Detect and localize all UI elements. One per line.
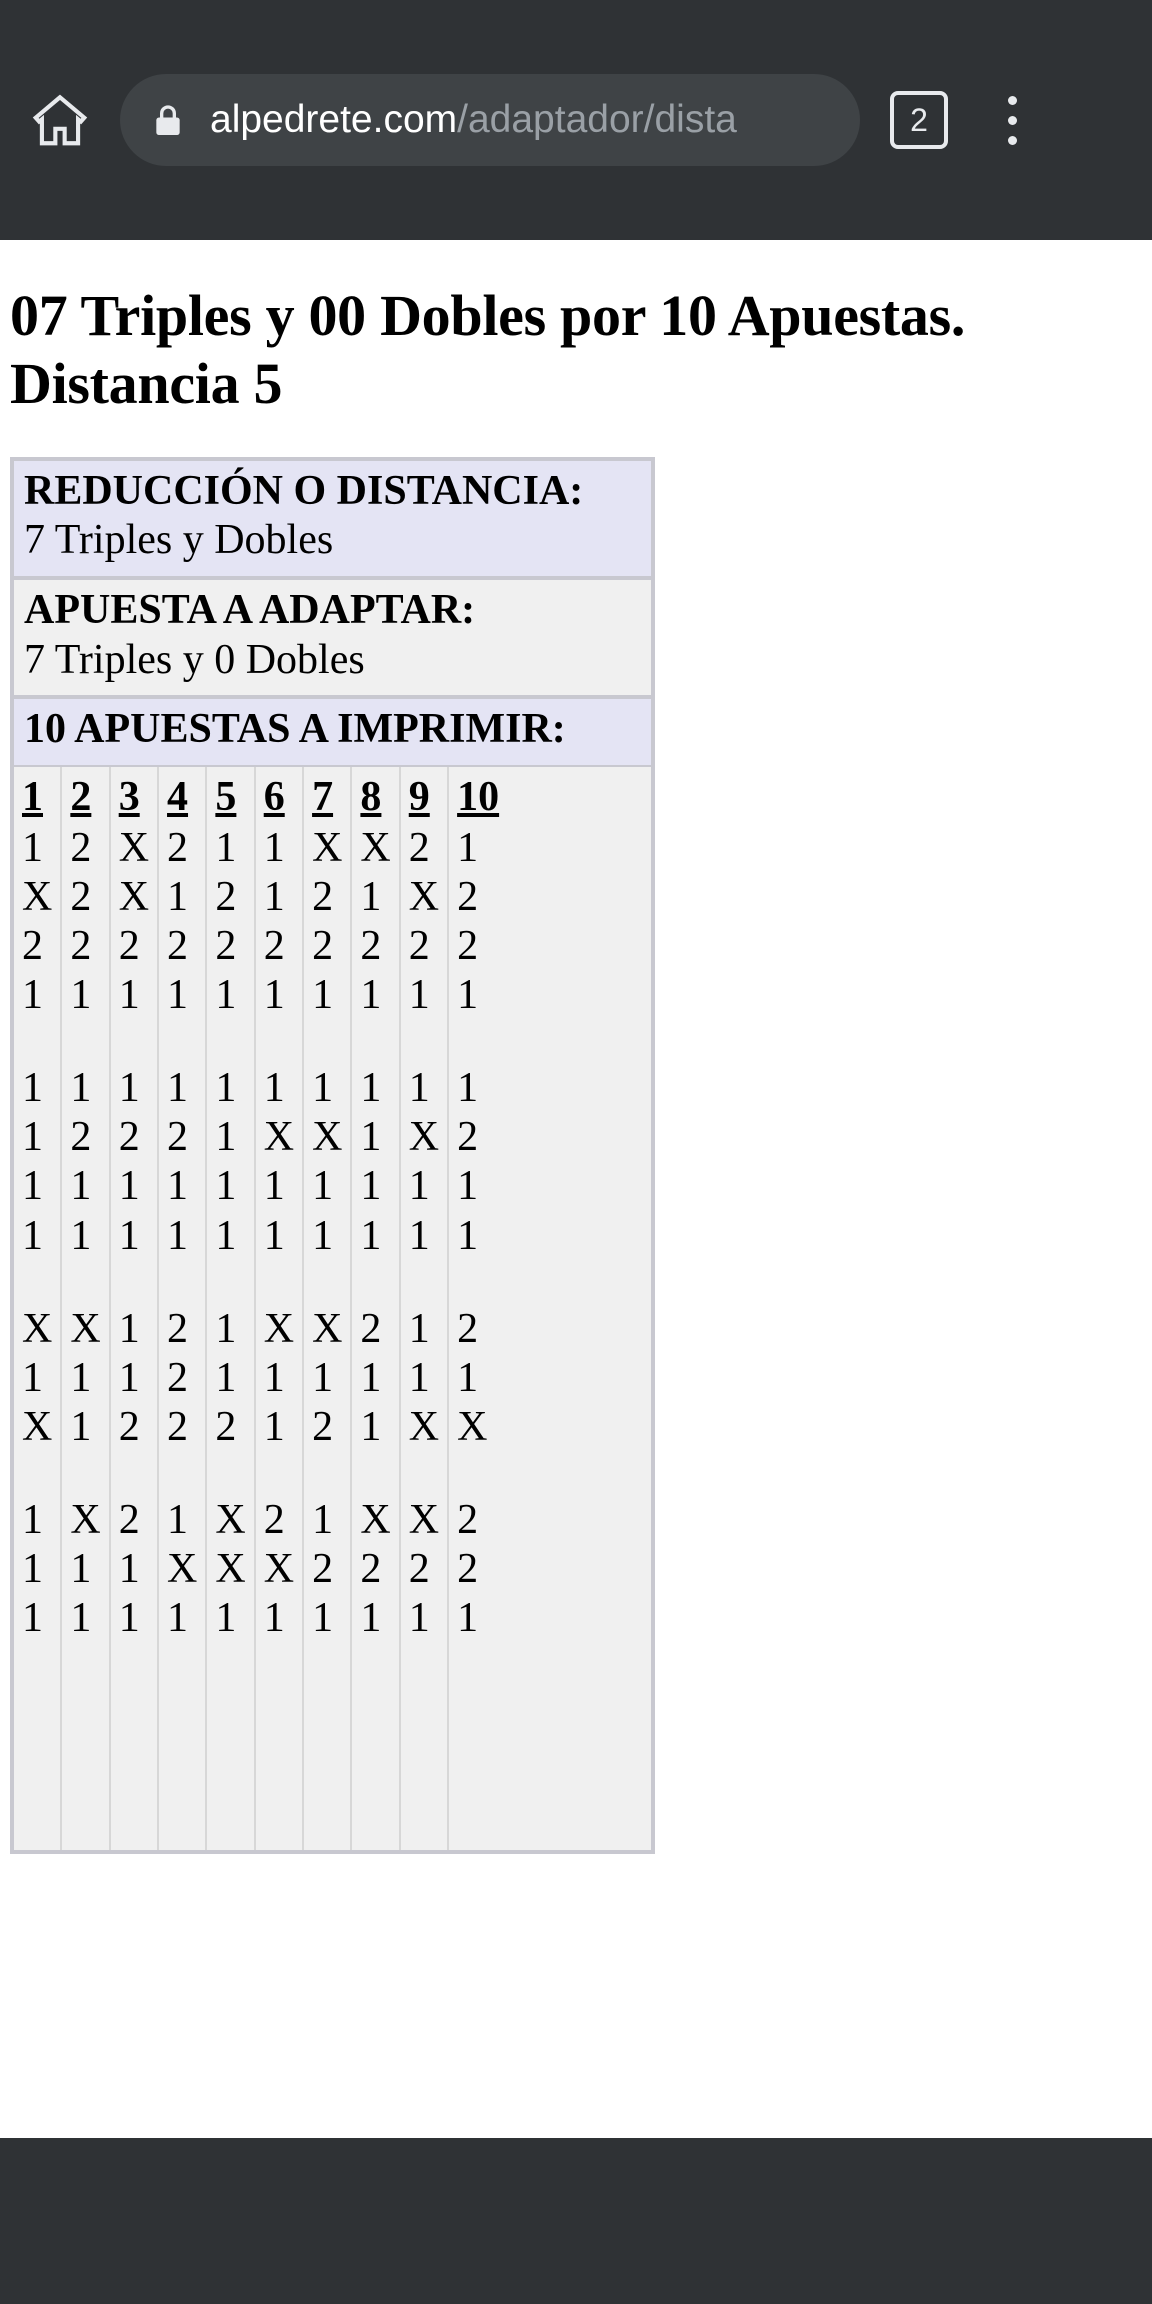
bet-sign: 2: [22, 922, 43, 969]
bet-sign: 2: [215, 1403, 237, 1450]
bet-column-spacer: [22, 1020, 52, 1064]
bet-sign: 1: [22, 1595, 43, 1642]
home-button[interactable]: [0, 56, 120, 184]
bet-column-spacer: [167, 1452, 197, 1496]
bet-to-adapt-label: APUESTA A ADAPTAR:: [24, 586, 476, 633]
bet-column-spacer: [22, 1261, 52, 1305]
bet-sign: 1: [215, 1114, 237, 1161]
bet-column-number: 5: [215, 773, 237, 820]
bet-sign: 1: [408, 972, 430, 1019]
bet-column-number: 10: [457, 773, 500, 820]
bet-sign: 1: [70, 1595, 92, 1642]
bet-sign: X: [263, 1546, 295, 1593]
bet-column-spacer: [119, 1020, 149, 1064]
bet-column-spacer: [409, 1452, 439, 1496]
bet-sign: X: [215, 1546, 246, 1593]
bet-sign: 1: [360, 1065, 382, 1112]
bet-column-number: 6: [263, 773, 285, 820]
bet-sign: 2: [118, 1403, 140, 1450]
overflow-menu-icon: [1008, 116, 1017, 125]
bet-column-spacer: [264, 1261, 294, 1305]
table-row: [12, 459, 653, 578]
bet-column-spacer: [264, 1020, 294, 1064]
bet-sign: 2: [167, 922, 189, 969]
bet-sign: 2: [70, 824, 92, 871]
bet-sign: X: [118, 873, 150, 920]
bet-sign: 1: [312, 1354, 334, 1401]
bet-column-number: 3: [118, 773, 140, 820]
bet-column-number: 7: [312, 773, 334, 820]
bet-sign: 2: [215, 873, 237, 920]
bet-sign: 1: [312, 1163, 334, 1210]
bets-columns: [12, 767, 653, 1852]
bet-column-number: 4: [167, 773, 189, 820]
bet-sign: 1: [167, 1497, 189, 1544]
home-icon: [29, 89, 91, 151]
bet-column-spacer: [215, 1020, 245, 1064]
table-row: [12, 697, 653, 767]
bet-sign: 1: [263, 1595, 285, 1642]
bet-sign: 1: [408, 1065, 430, 1112]
page-title: 07 Triples y 00 Dobles por 10 Apuestas. Distancia 5: [10, 283, 966, 417]
bet-sign: 2: [167, 824, 189, 871]
bet-sign: 1: [263, 972, 285, 1019]
bet-sign: 1: [360, 1163, 382, 1210]
bet-column-spacer: [215, 1261, 245, 1305]
bet-sign: 1: [70, 1212, 92, 1259]
bet-sign: 2: [457, 1305, 479, 1352]
bet-sign: 1: [167, 1163, 189, 1210]
bet-sign: 1: [22, 1354, 43, 1401]
bet-sign: X: [360, 1497, 391, 1544]
bet-sign: 1: [22, 1212, 43, 1259]
reduction-label: REDUCCIÓN O DISTANCIA:: [24, 467, 584, 514]
bet-sign: 1: [312, 972, 334, 1019]
bet-column-spacer: [119, 1261, 149, 1305]
bet-sign: 1: [118, 1305, 140, 1352]
bet-sign: X: [70, 1305, 101, 1352]
bet-sign: 1: [167, 972, 189, 1019]
bet-column: [14, 767, 62, 1850]
bet-sign: 1: [408, 1354, 430, 1401]
bet-sign: 1: [408, 1595, 430, 1642]
bet-sign: 1: [457, 824, 479, 871]
bet-sign: 1: [22, 972, 43, 1019]
bet-to-adapt-value: 7 Triples y 0 Dobles: [24, 636, 365, 683]
bet-sign: 1: [457, 1354, 479, 1401]
bet-sign: 2: [312, 1546, 334, 1593]
bet-sign: 1: [167, 1065, 189, 1112]
bet-sign: 1: [360, 1403, 382, 1450]
bet-column-number: 9: [408, 773, 430, 820]
bet-sign: X: [22, 873, 53, 920]
bet-column-spacer: [360, 1452, 390, 1496]
bet-sign: 1: [215, 1212, 237, 1259]
bet-sign: 2: [457, 1114, 479, 1161]
bet-column-spacer: [264, 1452, 294, 1496]
bet-sign: 1: [118, 1212, 140, 1259]
bet-sign: 2: [457, 873, 479, 920]
bet-sign: 1: [457, 1595, 479, 1642]
bet-column-spacer: [312, 1452, 342, 1496]
bet-sign: 1: [408, 1163, 430, 1210]
bet-sign: X: [408, 1114, 440, 1161]
overflow-menu-button[interactable]: [982, 75, 1042, 165]
bets-to-print-label: 10 APUESTAS A IMPRIMIR:: [24, 706, 566, 753]
bet-sign: 1: [22, 1546, 43, 1593]
bet-sign: 1: [167, 1212, 189, 1259]
bet-sign: 1: [22, 1163, 43, 1210]
bet-column: [352, 767, 400, 1850]
bet-sign: 1: [70, 1403, 92, 1450]
browser-toolbar: [0, 56, 1152, 184]
bet-sign: 2: [118, 922, 140, 969]
bet-sign: 1: [70, 1065, 92, 1112]
bet-column-spacer: [409, 1261, 439, 1305]
bet-sign: X: [118, 824, 150, 871]
bet-sign: 1: [263, 1065, 285, 1112]
bet-sign: 2: [408, 1546, 430, 1593]
table-row: [12, 578, 653, 697]
bet-sign: 1: [167, 1595, 189, 1642]
bet-sign: 2: [70, 1114, 92, 1161]
bet-sign: 2: [312, 873, 334, 920]
bet-sign: 1: [457, 1163, 479, 1210]
overflow-menu-icon: [1008, 96, 1017, 105]
bet-sign: 1: [408, 1212, 430, 1259]
bet-sign: 2: [167, 1114, 189, 1161]
bet-sign: 1: [118, 1065, 140, 1112]
bet-sign: 1: [360, 1114, 382, 1161]
bet-sign: 1: [118, 972, 140, 1019]
bet-sign: 1: [263, 1403, 285, 1450]
bet-sign: X: [215, 1497, 246, 1544]
bet-sign: 1: [263, 873, 285, 920]
bet-sign: 2: [312, 1403, 334, 1450]
bet-column-spacer: [215, 1452, 245, 1496]
bet-sign: 2: [70, 873, 92, 920]
bet-sign: X: [312, 1305, 343, 1352]
bet-sign: 1: [263, 1163, 285, 1210]
bet-sign: 1: [215, 1354, 237, 1401]
bet-sign: 1: [312, 1065, 334, 1112]
bet-column-spacer: [312, 1261, 342, 1305]
address-bar-text: [210, 98, 737, 142]
bet-column-number: 1: [22, 773, 43, 820]
bet-sign: 2: [263, 1497, 285, 1544]
bet-sign: 1: [312, 1212, 334, 1259]
bet-column: [256, 767, 304, 1850]
bet-sign: 1: [215, 1065, 237, 1112]
bet-sign: 1: [360, 1212, 382, 1259]
bet-sign: X: [457, 1403, 488, 1450]
url-domain: alpedrete.com: [210, 98, 458, 141]
bet-sign: 1: [70, 1163, 92, 1210]
reduction-cell: [12, 459, 653, 578]
bet-sign: 1: [22, 824, 43, 871]
bet-sign: X: [70, 1497, 101, 1544]
bet-column: [304, 767, 352, 1850]
bet-column-spacer: [457, 1452, 499, 1496]
bet-sign: 2: [215, 922, 237, 969]
bet-column: [449, 767, 507, 1850]
page-content: [0, 240, 1152, 2138]
bet-to-adapt-cell: [12, 578, 653, 697]
bet-sign: 2: [167, 1305, 189, 1352]
bet-sign: 1: [263, 1354, 285, 1401]
bet-sign: X: [263, 1114, 295, 1161]
bet-column-number: 2: [70, 773, 92, 820]
bet-column: [401, 767, 449, 1850]
bet-column-spacer: [70, 1261, 100, 1305]
lock-icon: [148, 100, 188, 140]
bet-sign: X: [167, 1546, 198, 1593]
bet-sign: 1: [215, 1595, 237, 1642]
bet-sign: 2: [263, 922, 285, 969]
bet-sign: X: [22, 1305, 53, 1352]
bet-sign: 1: [360, 972, 382, 1019]
bet-sign: 1: [22, 1497, 43, 1544]
bet-sign: 2: [360, 1305, 382, 1352]
bet-sign: 1: [408, 1305, 430, 1352]
bet-column: [207, 767, 255, 1850]
bet-sign: 1: [22, 1065, 43, 1112]
bet-sign: X: [408, 1403, 440, 1450]
bet-sign: 1: [215, 1163, 237, 1210]
bet-sign: 1: [215, 972, 237, 1019]
tab-count: 2: [910, 101, 928, 138]
bet-sign: 1: [215, 1305, 237, 1352]
bet-column: [111, 767, 159, 1850]
bet-column-spacer: [457, 1020, 499, 1064]
bet-column-spacer: [70, 1020, 100, 1064]
bet-sign: 2: [70, 922, 92, 969]
bet-column-spacer: [22, 1452, 52, 1496]
bet-sign: 1: [263, 824, 285, 871]
bet-sign: 2: [408, 824, 430, 871]
bet-sign: 2: [360, 922, 382, 969]
bet-sign: 2: [457, 922, 479, 969]
bet-sign: X: [312, 1114, 343, 1161]
bet-sign: 2: [360, 1546, 382, 1593]
bet-sign: X: [263, 1305, 295, 1352]
bet-sign: 1: [70, 1546, 92, 1593]
bet-sign: X: [408, 873, 440, 920]
bet-column-spacer: [167, 1261, 197, 1305]
bet-column-spacer: [457, 1261, 499, 1305]
bet-sign: 1: [263, 1212, 285, 1259]
bet-sign: 1: [22, 1114, 43, 1161]
bet-sign: 2: [118, 1497, 140, 1544]
bet-sign: 1: [167, 873, 189, 920]
bet-sign: 1: [360, 873, 382, 920]
bet-column: [159, 767, 207, 1850]
bet-sign: 2: [118, 1114, 140, 1161]
reduction-value: 7 Triples y Dobles: [24, 517, 334, 564]
url-path: /adaptador/dista: [457, 98, 737, 141]
bet-sign: 1: [118, 1354, 140, 1401]
bet-sign: 1: [457, 972, 479, 1019]
bet-sign: 1: [118, 1163, 140, 1210]
tab-switcher-button[interactable]: [890, 91, 948, 149]
bet-sign: 1: [457, 1212, 479, 1259]
bet-sign: X: [360, 824, 391, 871]
bet-sign: 2: [457, 1497, 479, 1544]
bet-sign: X: [312, 824, 343, 871]
bet-sign: 1: [360, 1354, 382, 1401]
overflow-menu-icon: [1008, 136, 1017, 145]
bet-sign: X: [22, 1403, 53, 1450]
system-navigation-bar: [0, 2138, 1152, 2304]
bet-column-spacer: [360, 1020, 390, 1064]
bet-sign: 2: [408, 922, 430, 969]
bet-sign: 2: [457, 1546, 479, 1593]
bet-sign: X: [408, 1497, 440, 1544]
bet-column-spacer: [167, 1020, 197, 1064]
bets-columns-cell: [12, 767, 653, 1852]
bet-sign: 1: [360, 1595, 382, 1642]
table-row: [12, 767, 653, 1852]
bet-column-spacer: [70, 1452, 100, 1496]
bet-sign: 1: [312, 1497, 334, 1544]
bet-sign: 1: [215, 824, 237, 871]
bet-sign: 1: [312, 1595, 334, 1642]
bet-sign: 2: [167, 1403, 189, 1450]
bet-column-spacer: [360, 1261, 390, 1305]
bet-sign: 2: [312, 922, 334, 969]
bet-column-spacer: [312, 1020, 342, 1064]
bet-sign: 1: [70, 972, 92, 1019]
bet-column-number: 8: [360, 773, 382, 820]
bets-to-print-cell: [12, 697, 653, 767]
bet-column-spacer: [409, 1020, 439, 1064]
address-bar[interactable]: [120, 74, 860, 166]
bet-sign: 1: [118, 1595, 140, 1642]
bets-table: [10, 457, 655, 1854]
browser-chrome: [0, 0, 1152, 240]
bet-sign: 2: [167, 1354, 189, 1401]
bet-column: [62, 767, 110, 1850]
bet-column-spacer: [119, 1452, 149, 1496]
bet-sign: 1: [118, 1546, 140, 1593]
bet-sign: 1: [70, 1354, 92, 1401]
bet-sign: 1: [457, 1065, 479, 1112]
